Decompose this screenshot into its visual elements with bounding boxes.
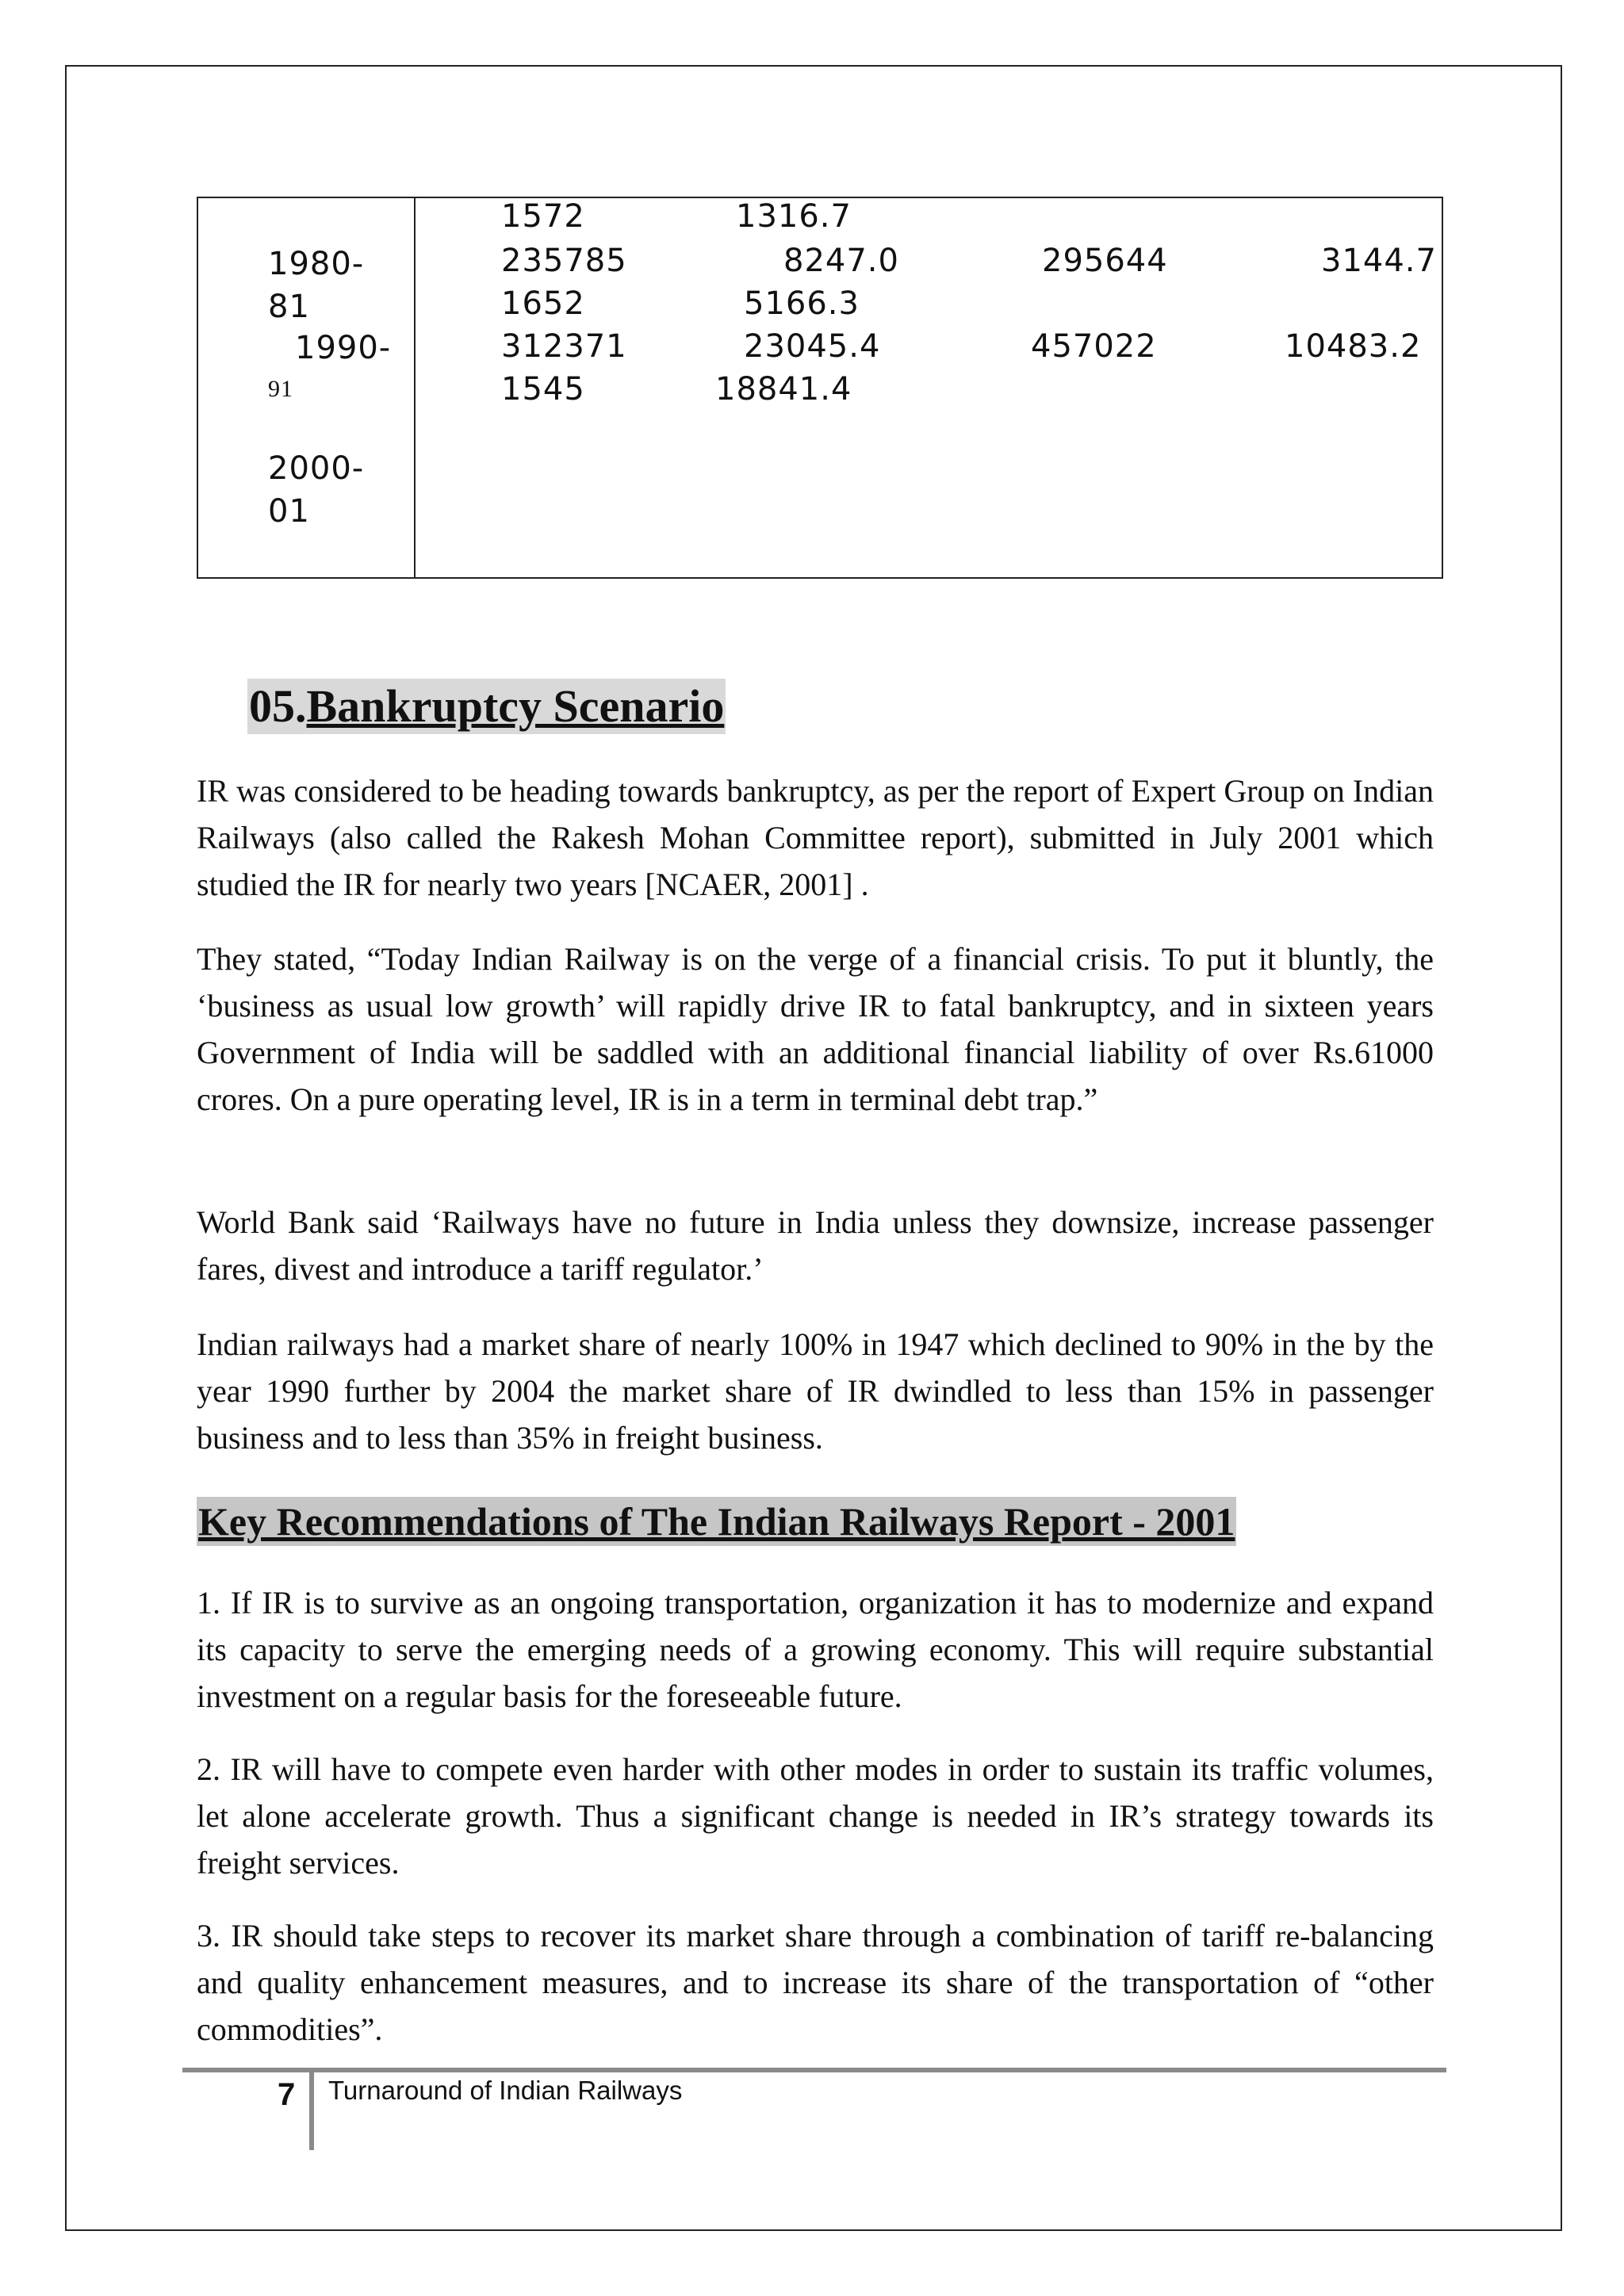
- section-number: 05.: [249, 680, 307, 732]
- footer-divider: [309, 2071, 314, 2150]
- paragraph: IR was considered to be heading towards bankruptcy, as per the report of Expert Group on Indian Railways (also called the Rakesh Mohan Committee report), submitted in July 2001 which studied the IR for nearly two years [NCAER, 2001] .: [197, 773, 1434, 902]
- year-cell: 1990-: [295, 330, 392, 366]
- table-cell: 235785: [501, 243, 627, 279]
- data-table: [197, 197, 1443, 579]
- page-number: 7: [278, 2077, 296, 2112]
- table-cell: 5166.3: [744, 285, 860, 322]
- paragraph: Indian railways had a market share of nearly 100% in 1947 which declined to 90% in the by the year 1990 further by 2004 the market share of IR dwindled to less than 15% in passenger business and to less than 35% in freight business.: [197, 1326, 1434, 1456]
- table-cell: 1652: [501, 285, 585, 322]
- paragraph: They stated, “Today Indian Railway is on the verge of a financial crisis. To put it bluntly, the ‘business as usual low growth’ will rapidly drive IR to fatal bankruptcy, and in sixteen years Government of India will be saddled with an additional financial liability of over Rs.61000 crores. On a pure operating level, IR is in a term in terminal debt trap.”: [197, 941, 1434, 1117]
- year-cell: 1980-: [268, 246, 365, 282]
- table-column-divider: [414, 198, 416, 577]
- recommendation-item: 3. IR should take steps to recover its market share through a combination of tariff re-balancing and quality enhancement measures, and to increase its share of the transportation of “other commodities”.: [197, 1918, 1434, 2047]
- table-cell: 8247.0: [783, 243, 899, 279]
- year-cell: 01: [268, 493, 310, 530]
- table-cell: 1316.7: [736, 198, 852, 235]
- table-cell: 23045.4: [744, 328, 881, 365]
- year-cell: 91: [268, 376, 293, 402]
- table-cell: 1545: [501, 371, 585, 408]
- table-cell: 1572: [501, 198, 585, 235]
- year-cell: 2000-: [268, 450, 365, 487]
- recommendation-item: 2. IR will have to compete even harder with other modes in order to sustain its traffic volumes, let alone accelerate growth. Thus a significant change is needed in IR’s strategy towards its freight services.: [197, 1751, 1434, 1881]
- section-title: Bankruptcy Scenario: [306, 680, 725, 732]
- paragraph: World Bank said ‘Railways have no future in India unless they downsize, increase passenger fares, divest and introduce a tariff regulator.’: [197, 1204, 1434, 1287]
- year-cell: 81: [268, 289, 310, 325]
- table-cell: 3144.7: [1321, 243, 1437, 279]
- footer-title: Turnaround of Indian Railways: [328, 2076, 683, 2105]
- key-recommendations-heading: Key Recommendations of The Indian Railways Report - 2001: [197, 1497, 1236, 1546]
- table-cell: 312371: [501, 328, 627, 365]
- table-cell: 10483.2: [1285, 328, 1422, 365]
- recommendation-item: 1. If IR is to survive as an ongoing transportation, organization it has to modernize and expand its capacity to serve the emerging needs of a growing economy. This will require substantial investment on a regular basis for the foreseeable future.: [197, 1585, 1434, 1714]
- table-cell: 457022: [1031, 328, 1157, 365]
- table-cell: 18841.4: [715, 371, 852, 408]
- section-heading: [247, 679, 726, 734]
- footer-rule: [182, 2068, 1446, 2072]
- table-cell: 295644: [1042, 243, 1168, 279]
